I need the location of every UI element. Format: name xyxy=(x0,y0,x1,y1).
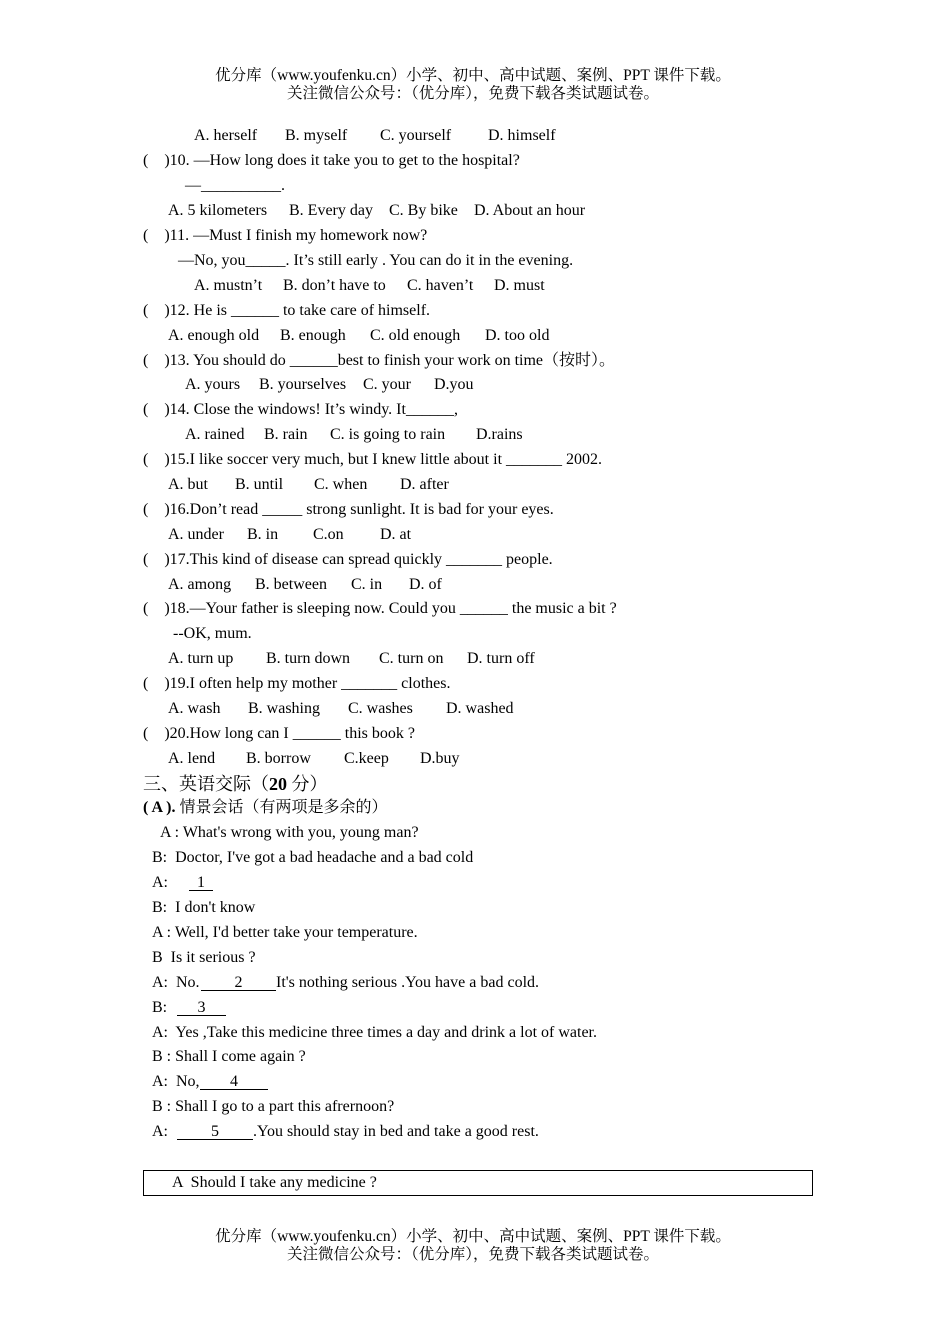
q20-option-d: D.buy xyxy=(420,750,460,767)
q17-option-d: D. of xyxy=(409,576,442,593)
q17-option-a: A. among xyxy=(168,576,232,593)
q16-option-c: C.on xyxy=(313,526,344,543)
q14-stem-text: ( )14. Close the windows! It’s windy. It______, xyxy=(143,401,458,418)
q15-stem-text: ( )15.I like soccer very much, but I knew little about it _______ 2002. xyxy=(143,451,603,468)
dialogue-text: B: I don't know xyxy=(152,899,256,916)
q18-option-a: A. turn up xyxy=(168,650,234,667)
q16-option-d: D. at xyxy=(380,526,412,543)
q11-option-b: B. don’t have to xyxy=(283,277,386,294)
part-a-heading xyxy=(143,798,387,818)
q15-option-c: C. when xyxy=(314,476,368,493)
dialogue-after: .You should stay in bed and take a good rest. xyxy=(253,1123,539,1140)
q19-option-c: C. washes xyxy=(348,700,413,717)
q10-stem xyxy=(0,151,950,171)
dialogue-text: A: Yes ,Take this medicine three times a day and drink a lot of water. xyxy=(152,1024,597,1041)
q11-option-d: D. must xyxy=(494,277,545,294)
dialogue-text: B : Shall I go to a part this afrernoon? xyxy=(152,1098,395,1115)
q12-option-c: C. old enough xyxy=(370,327,461,344)
dialogue-speaker: A: xyxy=(152,874,168,891)
q12-options xyxy=(0,326,950,346)
part-a-title: 情景会话（有两项是多余的） xyxy=(175,799,388,816)
q17-options xyxy=(0,575,950,595)
q20-stem-text: ( )20.How long can I ______ this book ? xyxy=(143,725,415,742)
q14-option-a: A. rained xyxy=(185,426,245,443)
dialogue-text: B : Shall I come again ? xyxy=(152,1048,306,1065)
q16-option-a: A. under xyxy=(168,526,224,543)
q14-option-c: C. is going to rain xyxy=(330,426,446,443)
q18-stem xyxy=(0,599,950,619)
q9-option-b: B. myself xyxy=(285,127,348,144)
q12-option-b: B. enough xyxy=(280,327,346,344)
q17-stem-text: ( )17.This kind of disease can spread quickly _______ people. xyxy=(143,551,553,568)
section-3-score: 20 xyxy=(269,774,287,794)
q10-option-a: A. 5 kilometers xyxy=(168,202,268,219)
q11-answer-text: —No, you_____. It’s still early . You can do it in the evening. xyxy=(178,252,574,269)
dialogue-speaker: B: xyxy=(152,999,168,1016)
header-line-1: 优分库（www.youfenku.cn）小学、初中、高中试题、案例、PPT 课件下载。 xyxy=(215,67,731,84)
q18-option-d: D. turn off xyxy=(467,650,535,667)
section-3-title-post: 分） xyxy=(287,774,328,794)
footer-line-1: 优分库（www.youfenku.cn）小学、初中、高中试题、案例、PPT 课件下载。 xyxy=(215,1228,731,1245)
q13-stem-text: ( )13. You should do ______best to finish your work on time（按时）。 xyxy=(143,352,616,369)
part-a-label: ( A ). xyxy=(143,799,176,816)
q11-option-c: C. haven’t xyxy=(407,277,474,294)
q10-answer-line xyxy=(0,176,950,196)
q11-stem xyxy=(0,226,950,246)
q13-option-d: D.you xyxy=(434,376,474,393)
dialogue-speaker: A: xyxy=(152,1123,168,1140)
q11-options xyxy=(0,276,950,296)
blank-2: 2 xyxy=(201,973,276,991)
q19-option-b: B. washing xyxy=(248,700,320,717)
q19-stem-text: ( )19.I often help my mother _______ clothes. xyxy=(143,675,451,692)
q12-option-d: D. too old xyxy=(485,327,550,344)
blank-4: 4 xyxy=(200,1072,268,1090)
q9-option-c: C. yourself xyxy=(380,127,452,144)
q14-option-d: D.rains xyxy=(476,426,523,443)
q16-option-b: B. in xyxy=(247,526,279,543)
header-line-2: 关注微信公众号：（优分库），免费下载各类试题试卷。 xyxy=(286,85,659,102)
q18-option-b: B. turn down xyxy=(266,650,350,667)
q10-option-d: D. About an hour xyxy=(474,202,586,219)
q11-option-a: A. mustn’t xyxy=(194,277,263,294)
dialogue-text: A : What's wrong with you, young man? xyxy=(160,824,419,841)
blank-1: 1 xyxy=(189,873,213,891)
dialogue-before: No, xyxy=(176,1073,200,1090)
q10-stem-text: ( )10. —How long does it take you to get to the hospital? xyxy=(143,152,520,169)
dialogue-line xyxy=(0,1023,950,1043)
q10-answer-text: —__________. xyxy=(185,177,285,194)
section-3-title xyxy=(143,773,328,795)
dialogue-line xyxy=(0,1047,950,1067)
section-3-title-pre: 三、英语交际（ xyxy=(143,774,269,794)
q15-options xyxy=(0,475,950,495)
dialogue-line xyxy=(0,1097,950,1117)
dialogue-line xyxy=(0,898,950,918)
q11-answer-line xyxy=(0,251,950,271)
q20-stem xyxy=(0,724,950,744)
footer-line-2: 关注微信公众号：（优分库），免费下载各类试题试卷。 xyxy=(286,1246,659,1263)
q14-option-b: B. rain xyxy=(264,426,308,443)
q18-answer-text: --OK, mum. xyxy=(173,625,252,642)
blank-5: 5 xyxy=(177,1122,253,1140)
q17-option-b: B. between xyxy=(255,576,327,593)
q13-option-b: B. yourselves xyxy=(259,376,347,393)
q17-stem xyxy=(0,550,950,570)
q19-option-d: D. washed xyxy=(446,700,514,717)
q18-answer-line xyxy=(0,624,950,644)
q20-option-a: A. lend xyxy=(168,750,216,767)
dialogue-line xyxy=(0,973,950,993)
dialogue-line xyxy=(0,923,950,943)
blank-3: 3 xyxy=(177,998,226,1016)
dialogue-line xyxy=(0,998,950,1018)
q9-option-d: D. himself xyxy=(488,127,556,144)
q18-options xyxy=(0,649,950,669)
q16-stem xyxy=(0,500,950,520)
q15-stem xyxy=(0,450,950,470)
q20-option-b: B. borrow xyxy=(246,750,311,767)
dialogue-text: A : Well, I'd better take your temperature. xyxy=(152,924,418,941)
q13-option-a: A. yours xyxy=(185,376,241,393)
q13-option-c: C. your xyxy=(363,376,411,393)
dialogue-line xyxy=(0,948,950,968)
q20-option-c: C.keep xyxy=(344,750,389,767)
q15-option-b: B. until xyxy=(235,476,284,493)
dialogue-line xyxy=(0,1072,950,1092)
dialogue-speaker: A: xyxy=(152,1073,168,1090)
dialogue-line xyxy=(0,873,950,893)
q11-stem-text: ( )11. —Must I finish my homework now? xyxy=(143,227,428,244)
dialogue-after: It's nothing serious .You have a bad cold. xyxy=(276,974,540,991)
q18-stem-text: ( )18.—Your father is sleeping now. Could you ______ the music a bit ? xyxy=(143,600,617,617)
dialogue-speaker: A: xyxy=(152,974,168,991)
q14-stem xyxy=(0,400,950,420)
dialogue-text: B Is it serious ? xyxy=(152,949,256,966)
dialogue-line xyxy=(0,1122,950,1142)
q9-option-a: A. herself xyxy=(194,127,258,144)
q20-options xyxy=(0,749,950,769)
q12-stem-text: ( )12. He is ______ to take care of himself. xyxy=(143,302,431,319)
q15-option-a: A. but xyxy=(168,476,208,493)
q13-options xyxy=(0,375,950,395)
q10-option-c: C. By bike xyxy=(389,202,458,219)
choice-option-a: A Should I take any medicine ? xyxy=(172,1174,377,1191)
q14-options xyxy=(0,425,950,445)
q10-option-b: B. Every day xyxy=(289,202,373,219)
choice-box xyxy=(143,1170,813,1196)
q12-option-a: A. enough old xyxy=(168,327,260,344)
dialogue-line xyxy=(0,848,950,868)
q19-option-a: A. wash xyxy=(168,700,221,717)
q18-option-c: C. turn on xyxy=(379,650,444,667)
q19-options xyxy=(0,699,950,719)
q19-stem xyxy=(0,674,950,694)
q10-options xyxy=(0,201,950,221)
q17-option-c: C. in xyxy=(351,576,383,593)
dialogue-line xyxy=(0,823,950,843)
dialogue-text: B: Doctor, I've got a bad headache and a bad cold xyxy=(152,849,474,866)
q15-option-d: D. after xyxy=(400,476,449,493)
q16-options xyxy=(0,525,950,545)
q12-stem xyxy=(0,301,950,321)
q9-options xyxy=(0,126,950,146)
q13-stem xyxy=(0,351,950,371)
dialogue-before: No. xyxy=(176,974,200,991)
q16-stem-text: ( )16.Don’t read _____ strong sunlight. It is bad for your eyes. xyxy=(143,501,554,518)
